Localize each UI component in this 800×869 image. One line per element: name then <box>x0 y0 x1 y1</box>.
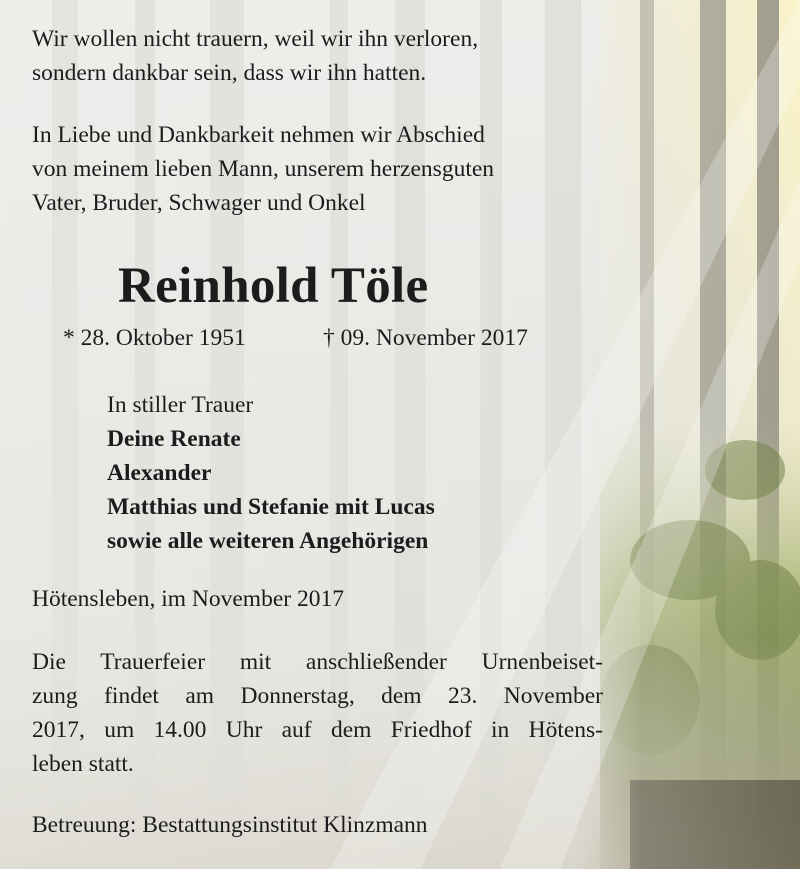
mourner-name: Alexander <box>107 460 212 486</box>
farewell-line: von meinem lieben Mann, unserem herzensguten <box>32 156 495 182</box>
ceremony-line: 2017, um 14.00 Uhr auf dem Friedhof in Hötens- <box>32 717 603 743</box>
mourner-name: Deine Renate <box>107 426 241 452</box>
ceremony-text <box>32 645 603 781</box>
quote-line: sondern dankbar sein, dass wir ihn hatten. <box>32 60 427 86</box>
quote <box>32 22 478 90</box>
farewell-line: In Liebe und Dankbarkeit nehmen wir Abschied <box>32 122 485 148</box>
death-date: † 09. November 2017 <box>323 325 528 351</box>
ceremony-line: Die Trauerfeier mit anschließender Urnenbeiset- <box>32 649 603 675</box>
mourners-intro: In stiller Trauer <box>107 392 254 418</box>
quote-line: Wir wollen nicht trauern, weil wir ihn verloren, <box>32 26 479 52</box>
undertaker: Betreuung: Bestattungsinstitut Klinzmann <box>32 812 428 838</box>
mourners <box>107 388 435 558</box>
place-date: Hötensleben, im November 2017 <box>32 586 344 612</box>
ceremony-line: zung findet am Donnerstag, dem 23. November <box>32 683 603 709</box>
ceremony-line: leben statt. <box>32 751 134 777</box>
farewell-text <box>32 118 494 220</box>
mourner-name: Matthias und Stefanie mit Lucas <box>107 494 435 520</box>
farewell-line: Vater, Bruder, Schwager und Onkel <box>32 190 366 216</box>
mourner-name: sowie alle weiteren Angehörigen <box>107 528 429 554</box>
deceased-name: Reinhold Töle <box>118 258 429 314</box>
birth-date: * 28. Oktober 1951 <box>63 325 246 351</box>
